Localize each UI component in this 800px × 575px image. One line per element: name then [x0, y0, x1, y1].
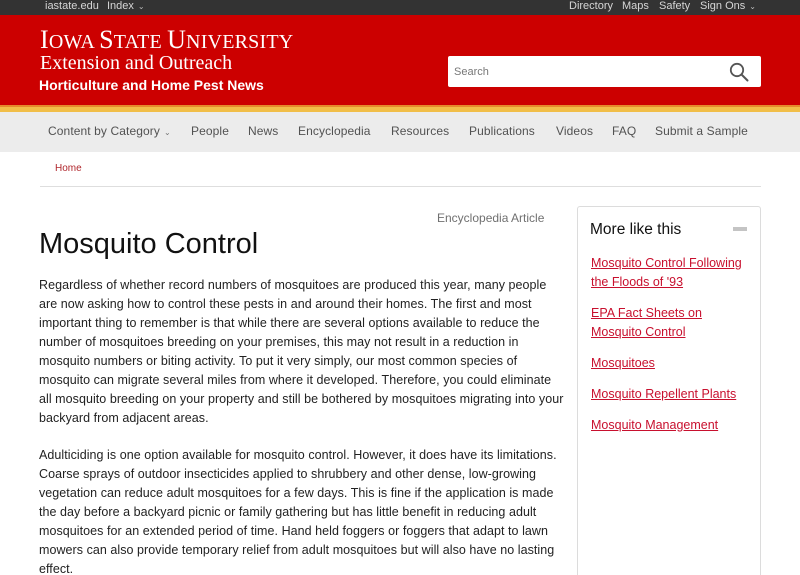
site-name-link[interactable]: Horticulture and Home Pest News [39, 77, 264, 93]
content-type-label: Encyclopedia Article [437, 211, 545, 225]
wordmark-letter: TATE [113, 31, 168, 53]
nav-item-videos[interactable]: Videos [556, 124, 594, 138]
list-item [591, 254, 756, 292]
article-body [39, 276, 567, 575]
topbar-link-label: Safety [659, 0, 691, 12]
related-links [591, 254, 756, 447]
main-nav [0, 112, 800, 152]
nav-item-news[interactable]: News [248, 124, 279, 138]
topbar-link-label: iastate.edu [45, 0, 99, 12]
chevron-down-icon: ⌄ [163, 128, 171, 137]
topbar-link-sign-ons[interactable] [700, 0, 756, 13]
list-item [591, 416, 756, 435]
nav-item-people[interactable]: People [191, 124, 229, 138]
more-like-this-panel [577, 206, 761, 575]
list-item [591, 385, 756, 404]
topbar-link-iastate[interactable] [45, 0, 99, 12]
breadcrumb-home[interactable]: Home [55, 163, 82, 174]
wordmark-letter: S [99, 25, 114, 54]
nav-item-resources[interactable]: Resources [391, 124, 450, 138]
utility-bar [0, 0, 800, 15]
panel-title: More like this [590, 221, 682, 238]
search-box [448, 56, 761, 87]
breadcrumb-divider [40, 186, 761, 187]
unit-name: Extension and Outreach [40, 52, 233, 74]
site-header [0, 15, 800, 105]
wordmark-letter: OWA [48, 31, 100, 53]
related-link[interactable]: Mosquitoes [591, 356, 655, 370]
topbar-link-label: Directory [569, 0, 614, 12]
search-input[interactable] [454, 56, 724, 87]
related-link[interactable]: Mosquito Repellent Plants [591, 387, 737, 401]
wordmark-letter: I [40, 25, 49, 54]
article-paragraph: Regardless of whether record numbers of mosquitoes are produced this year, many people are now asking how to control these pests in and around their homes. The first and most important thing to remember is that while there are several options available to reduce the number of mosquitoes breeding on your premises, this may not result in a reduction in mosquito numbers or biting activity. To put it very simply, our most common species of mosquito can migrate several miles from where it developed. Therefore, you could eliminate all mosquito breeding on your property and still be bothered by mosquitoes migrating into your backyard from adjacent areas. [39, 278, 564, 425]
topbar-link-label: Sign Ons [700, 0, 746, 12]
chevron-down-icon: ⌄ [137, 2, 145, 11]
topbar-link-maps[interactable] [622, 0, 649, 12]
university-wordmark[interactable] [40, 27, 293, 55]
page-title: Mosquito Control [39, 228, 259, 260]
topbar-link-index[interactable] [107, 0, 145, 13]
minus-icon[interactable] [733, 227, 747, 231]
topbar-link-directory[interactable] [569, 0, 613, 12]
topbar-link-safety[interactable] [659, 0, 690, 12]
list-item [591, 354, 756, 373]
search-icon[interactable] [729, 62, 749, 82]
wordmark-letter: U [167, 25, 187, 54]
nav-item-content-by-category[interactable] [48, 124, 171, 140]
topbar-link-label: Maps [622, 0, 649, 12]
nav-item-label: Content by Category [48, 124, 160, 138]
nav-item-submit-a-sample[interactable]: Submit a Sample [655, 124, 748, 138]
chevron-down-icon: ⌄ [749, 2, 756, 11]
topbar-link-label: Index [107, 0, 134, 12]
related-link[interactable]: Mosquito Control Following the Floods of '93 [591, 256, 742, 289]
nav-item-publications[interactable]: Publications [469, 124, 535, 138]
related-link[interactable]: EPA Fact Sheets on Mosquito Control [591, 306, 702, 339]
related-link[interactable]: Mosquito Management [591, 418, 719, 432]
article-paragraph: Adulticiding is one option available for mosquito control. However, it does have its limitations. Coarse sprays of outdoor insecticides applied to shrubbery and other dense, low-growing vegetation can reduce adult mosquitoes for a few days. This is fine if the application is made the day before a backyard picnic or family gathering but has little benefit in reducing adult mosquitoes for an extended period of time. Hand held foggers or foggers that adapt to lawn mowers can also provide temporary relief from adult mosquitoes but will also have no lasting effect. [39, 448, 557, 575]
list-item [591, 304, 756, 342]
nav-item-encyclopedia[interactable]: Encyclopedia [298, 124, 371, 138]
wordmark-letter: NIVERSITY [186, 31, 294, 53]
nav-item-faq[interactable]: FAQ [612, 124, 637, 138]
